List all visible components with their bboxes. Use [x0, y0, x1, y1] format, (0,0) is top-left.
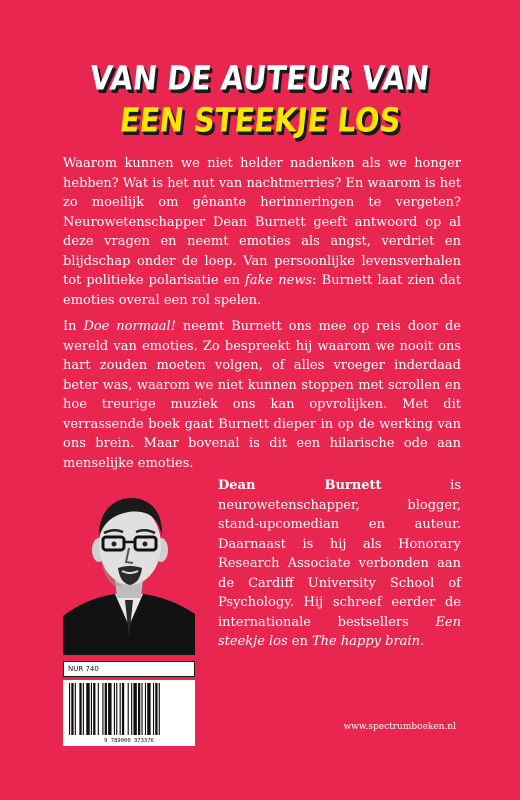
isbn-barcode [63, 680, 195, 746]
book-title-doe-normaal: Doe normaal! [83, 319, 176, 334]
title-block [0, 58, 520, 140]
barcode-number: 9 789000 373376 [104, 738, 154, 744]
author-bio-text-1: is neurowetenschapper, blogger, stand-upcomedian en auteur. Daarnaast is hij als Honorary Research Associate verbonden aan de Cardiff University School of Psychology. Hij schreef eerder de internationale bestsellers [218, 478, 461, 630]
book-title-een-steekje-los: Een steekje los [218, 614, 461, 649]
author-photo [63, 488, 195, 655]
author-bio [218, 476, 461, 652]
blurb-paragraph-1 [63, 154, 461, 310]
nur-code: NUR 740 [63, 661, 195, 677]
author-bio-text-3: . [419, 634, 425, 649]
blurb-paragraph-2 [63, 317, 461, 473]
publisher-website[interactable]: www.spectrumboeken.nl [343, 722, 456, 732]
blurb-paragraph-1-text-b: : Burnett laat zien dat emoties overal een rol spelen. [63, 273, 461, 308]
blurb-paragraph-1-text-a: Waarom kunnen we niet helder nadenken als we honger hebben? Wat is het nut van nachtmerries? En waarom is het zo moeilijk om gênante herinneringen te vergeten? Neurowetenschapper Dean Burnett geeft antwoord op al deze vragen en neemt emoties als angst, verdriet en blijdschap onder de loep. Van persoonlijke levensverhalen tot politieke polarisatie en [63, 156, 461, 288]
title-line-1: VAN DE AUTEUR VAN [88, 58, 432, 98]
author-bio-text-2: en [287, 634, 313, 649]
blurb-paragraph-2-text-b: neemt Burnett ons mee op reis door de wereld van emoties. Zo bespreekt hij waarom we nooit ons hart zouden moeten volgen, of alles vroeger inderdaad beter was, waarom we niet kunnen stoppen met scrollen en hoe treurige muziek ons kan opvrolijken. Met dit verrassende boek gaat Burnett dieper in op de werking van ons brein. Maar bovenal is dit een hilarische ode aan menselijke emoties. [63, 319, 461, 471]
author-name: Dean Burnett [218, 478, 382, 493]
blurb-paragraph-1-italic: fake news [244, 273, 313, 288]
book-title-the-happy-brain: The happy brain [312, 634, 420, 649]
blurb-paragraph-2-text-a: In [63, 319, 84, 334]
barcode-bars [63, 683, 195, 739]
title-line-2: EEN STEEKJE LOS [117, 100, 403, 140]
